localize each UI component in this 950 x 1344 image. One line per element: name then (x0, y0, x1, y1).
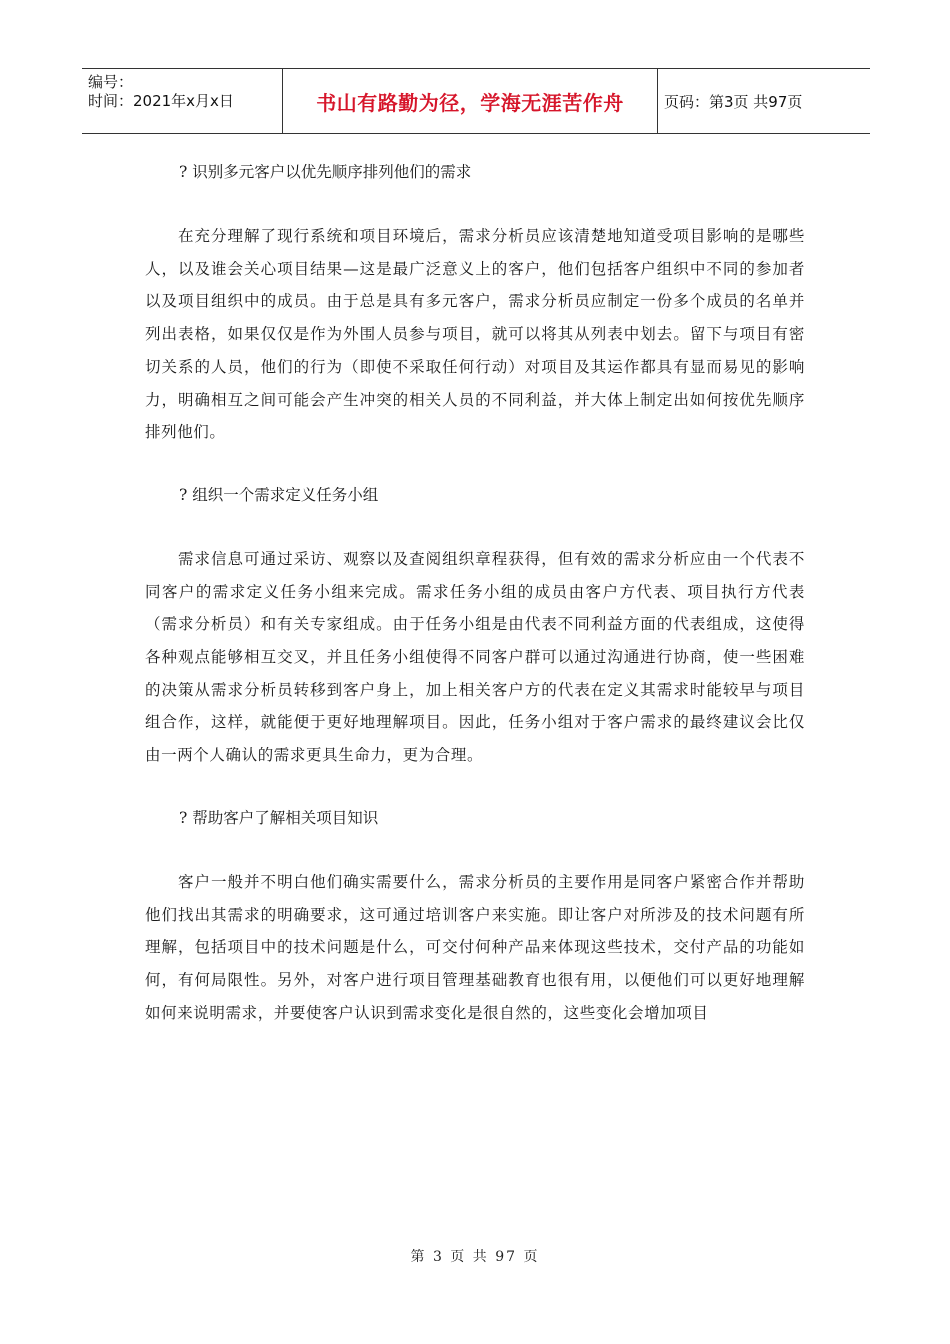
document-number-label: 编号： (88, 73, 134, 91)
section-heading-requirements-team: ? 组织一个需求定义任务小组 (179, 485, 379, 504)
document-date-label: 时间：2021年x月x日 (88, 92, 234, 110)
header-motto-cell (282, 69, 658, 133)
header-meta (82, 69, 282, 133)
section-paragraph-identify-customers: 在充分理解了现行系统和项目环境后，需求分析员应该清楚地知道受项目影响的是哪些人，以及谁会关心项目结果—这是最广泛意义上的客户，他们包括客户组织中不同的参加者以及项目组织中的成员。由于总是具有多元客户，需求分析员应制定一份多个成员的名单并列出表格，如果仅仅是作为外围人员参与项目，就可以将其从列表中划去。留下与项目有密切关系的人员，他们的行为（即使不采取任何行动）对项目及其运作都具有显而易见的影响力，明确相互之间可能会产生冲突的相关人员的不同利益，并大体上制定出如何按优先顺序排列他们。 (145, 227, 805, 442)
section-heading-identify-customers: ? 识别多元客户以优先顺序排列他们的需求 (179, 163, 472, 181)
header-page-info: 页码：第3页 共97页 (664, 92, 803, 111)
document-body (145, 150, 805, 1029)
section-paragraph-customer-knowledge: 客户一般并不明白他们确实需要什么，需求分析员的主要作用是同客户紧密合作并帮助他们找出其需求的明确要求，这可通过培训客户来实施。即让客户对所涉及的技术问题有所理解，包括项目中的技术问题是什么，可交付何种产品来体现这些技术，交付产品的功能如何，有何局限性。另外，对客户进行项目管理基础教育也很有用，以便他们可以更好地理解如何来说明需求，并要使客户认识到需求变化是很自然的，这些变化会增加项目 (145, 872, 805, 1022)
page-footer: 第 3 页 共 97 页 (410, 1249, 540, 1265)
section-heading-customer-knowledge: ? 帮助客户了解相关项目知识 (179, 808, 379, 827)
document-header (82, 68, 870, 134)
section-paragraph-requirements-team: 需求信息可通过采访、观察以及查阅组织章程获得，但有效的需求分析应由一个代表不同客户的需求定义任务小组来完成。需求任务小组的成员由客户方代表、项目执行方代表（需求分析员）和有关专家组成。由于任务小组是由代表不同利益方面的代表组成，这使得各种观点能够相互交叉，并且任务小组使得不同客户群可以通过沟通进行协商，使一些困难的决策从需求分析员转移到客户身上，加上相关客户方的代表在定义其需求时能较早与项目组合作，这样，就能便于更好地理解项目。因此，任务小组对于客户需求的最终建议会比仅由一两个人确认的需求更具生命力，更为合理。 (145, 549, 805, 765)
header-motto: 书山有路勤为径，学海无涯苦作舟 (316, 90, 624, 115)
